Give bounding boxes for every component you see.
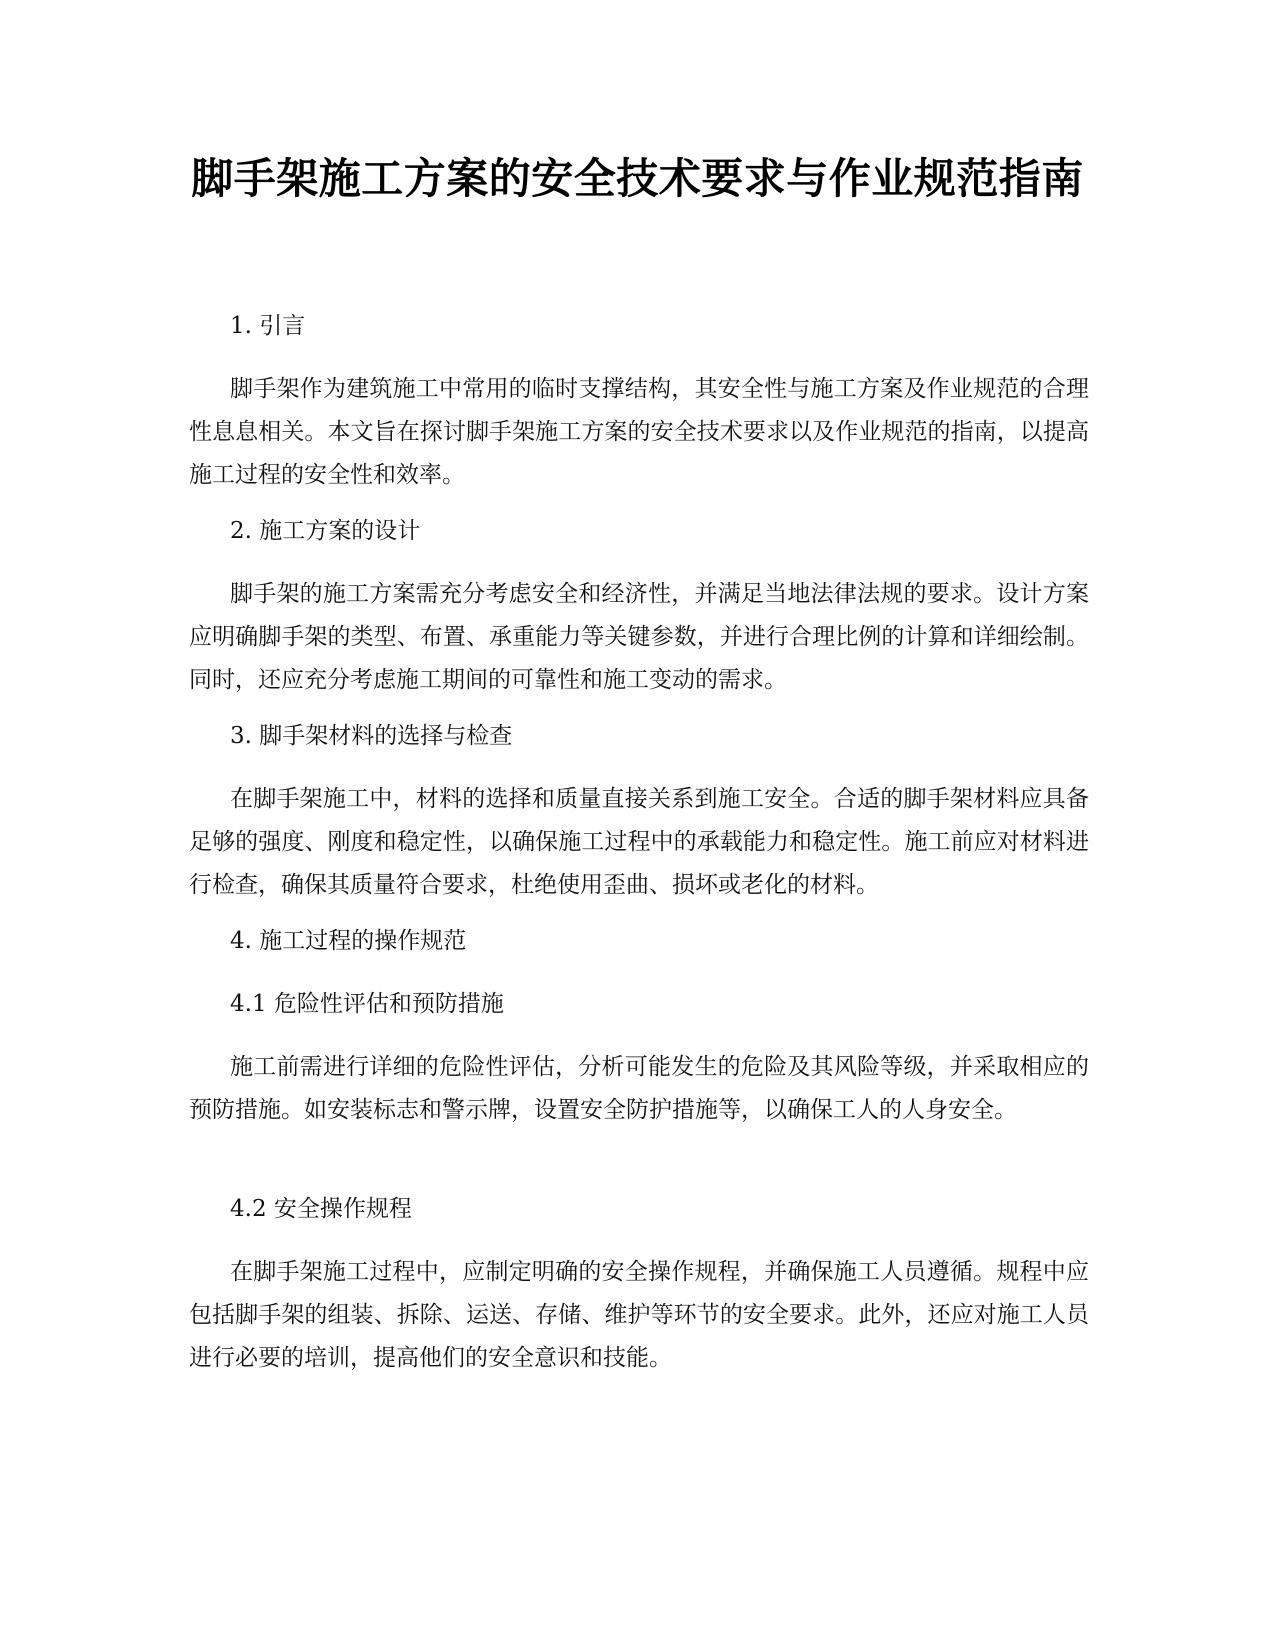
section-heading-safety-rules: 4.2 安全操作规程 — [230, 1196, 412, 1222]
section-heading-risk-assessment: 4.1 危险性评估和预防措施 — [230, 991, 504, 1017]
section-heading-operation: 4. 施工过程的操作规范 — [230, 928, 467, 954]
section-heading-introduction: 1. 引言 — [230, 313, 306, 339]
section-heading-materials: 3. 脚手架材料的选择与检查 — [230, 723, 513, 749]
section-paragraph-safety-rules: 在脚手架施工过程中，应制定明确的安全操作规程，并确保施工人员遵循。规程中应包括脚手架的组装、拆除、运送、存储、维护等环节的安全要求。此外，还应对施工人员进行必要的培训，提高他们的安全意识和技能。 — [189, 1259, 1089, 1371]
section-paragraph-introduction: 脚手架作为建筑施工中常用的临时支撑结构，其安全性与施工方案及作业规范的合理性息息相关。本文旨在探讨脚手架施工方案的安全技术要求以及作业规范的指南，以提高施工过程的安全性和效率。 — [189, 376, 1089, 488]
section-paragraph-plan-design: 脚手架的施工方案需充分考虑安全和经济性，并满足当地法律法规的要求。设计方案应明确脚手架的类型、布置、承重能力等关键参数，并进行合理比例的计算和详细绘制。同时，还应充分考虑施工期间的可靠性和施工变动的需求。 — [189, 581, 1089, 693]
document-title: 脚手架施工方案的安全技术要求与作业规范指南 — [191, 154, 1084, 203]
section-heading-plan-design: 2. 施工方案的设计 — [230, 518, 421, 544]
section-paragraph-materials: 在脚手架施工中，材料的选择和质量直接关系到施工安全。合适的脚手架材料应具备足够的强度、刚度和稳定性，以确保施工过程中的承载能力和稳定性。施工前应对材料进行检查，确保其质量符合要求，杜绝使用歪曲、损坏或老化的材料。 — [189, 786, 1089, 898]
section-paragraph-risk-assessment: 施工前需进行详细的危险性评估，分析可能发生的危险及其风险等级，并采取相应的预防措施。如安装标志和警示牌，设置安全防护措施等，以确保工人的人身安全。 — [189, 1054, 1089, 1123]
